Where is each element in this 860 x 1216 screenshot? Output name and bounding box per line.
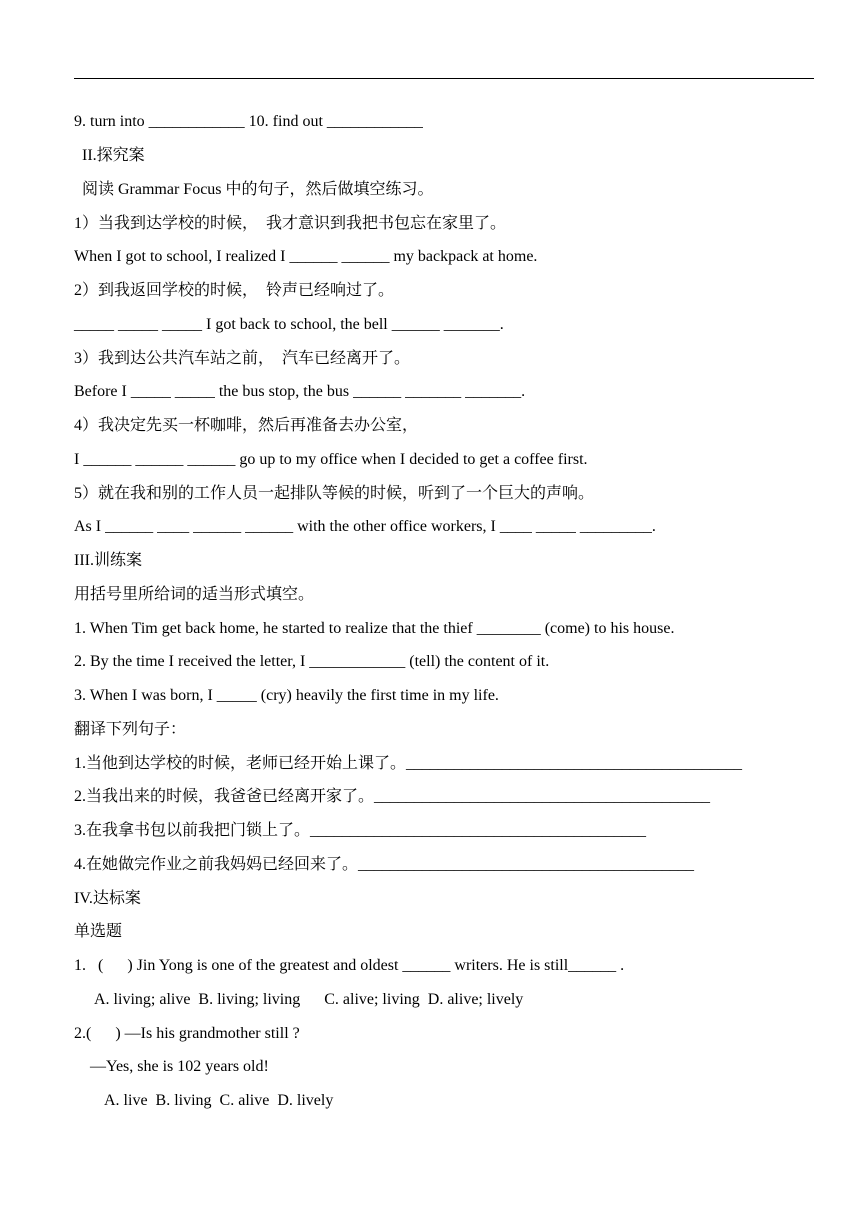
- training-instruction: 用括号里所给词的适当形式填空。: [74, 586, 315, 603]
- vocab-line-9-10: 9. turn into ____________ 10. find out ____________: [74, 113, 423, 130]
- explore-q4-cn: 4）我决定先买一杯咖啡，然后再准备去办公室，: [74, 417, 419, 434]
- mc-q2-options: A. live B. living C. alive D. lively: [104, 1092, 334, 1109]
- mc-q2-answer-line: —Yes, she is 102 years old!: [90, 1058, 269, 1075]
- translate-heading: 翻译下列句子：: [74, 721, 187, 738]
- translate-q4: 4.在她做完作业之前我妈妈已经回来了。__________________________________________: [74, 856, 695, 873]
- header-rule: [74, 78, 814, 79]
- translate-q3: 3.在我拿书包以前我把门锁上了。__________________________________________: [74, 822, 647, 839]
- translate-q1: 1.当他到达学校的时候，老师已经开始上课了。__________________________________________: [74, 755, 743, 772]
- explore-q1-en: When I got to school, I realized I ______ ______ my backpack at home.: [74, 248, 538, 265]
- explore-q2-en: _____ _____ _____ I got back to school, the bell ______ _______.: [74, 316, 504, 333]
- translate-q2: 2.当我出来的时候，我爸爸已经离开家了。__________________________________________: [74, 788, 711, 805]
- instruction-text: 阅读 Grammar Focus 中的句子，然后做填空练习。: [82, 181, 434, 198]
- mc-q1-stem: 1. ( ) Jin Yong is one of the greatest and oldest ______ writers. He is still______ .: [74, 957, 625, 974]
- explore-q5-en: As I ______ ____ ______ ______ with the other office workers, I ____ _____ _________.: [74, 518, 656, 535]
- explore-q2-cn: 2）到我返回学校的时候， 铃声已经响过了。: [74, 282, 395, 299]
- section-heading-explore: II.探究案: [82, 147, 145, 164]
- explore-q3-cn: 3）我到达公共汽车站之前， 汽车已经离开了。: [74, 350, 411, 367]
- explore-q5-cn: 5）就在我和别的工作人员一起排队等候的时候，听到了一个巨大的声响。: [74, 485, 595, 502]
- section-heading-assessment: IV.达标案: [74, 890, 141, 907]
- mc-q1-options: A. living; alive B. living; living C. alive; living D. alive; lively: [94, 991, 524, 1008]
- training-q1: 1. When Tim get back home, he started to realize that the thief ________ (come) to his house.: [74, 620, 675, 637]
- training-q2: 2. By the time I received the letter, I ____________ (tell) the content of it.: [74, 653, 550, 670]
- explore-q3-en: Before I _____ _____ the bus stop, the bus ______ _______ _______.: [74, 383, 526, 400]
- multiple-choice-heading: 单选题: [74, 923, 123, 940]
- mc-q2-stem: 2.( ) —Is his grandmother still ?: [74, 1025, 300, 1042]
- training-q3: 3. When I was born, I _____ (cry) heavily the first time in my life.: [74, 687, 499, 704]
- section-heading-training: III.训练案: [74, 552, 142, 569]
- explore-q1-cn: 1）当我到达学校的时候， 我才意识到我把书包忘在家里了。: [74, 215, 507, 232]
- explore-q4-en: I ______ ______ ______ go up to my office when I decided to get a coffee first.: [74, 451, 588, 468]
